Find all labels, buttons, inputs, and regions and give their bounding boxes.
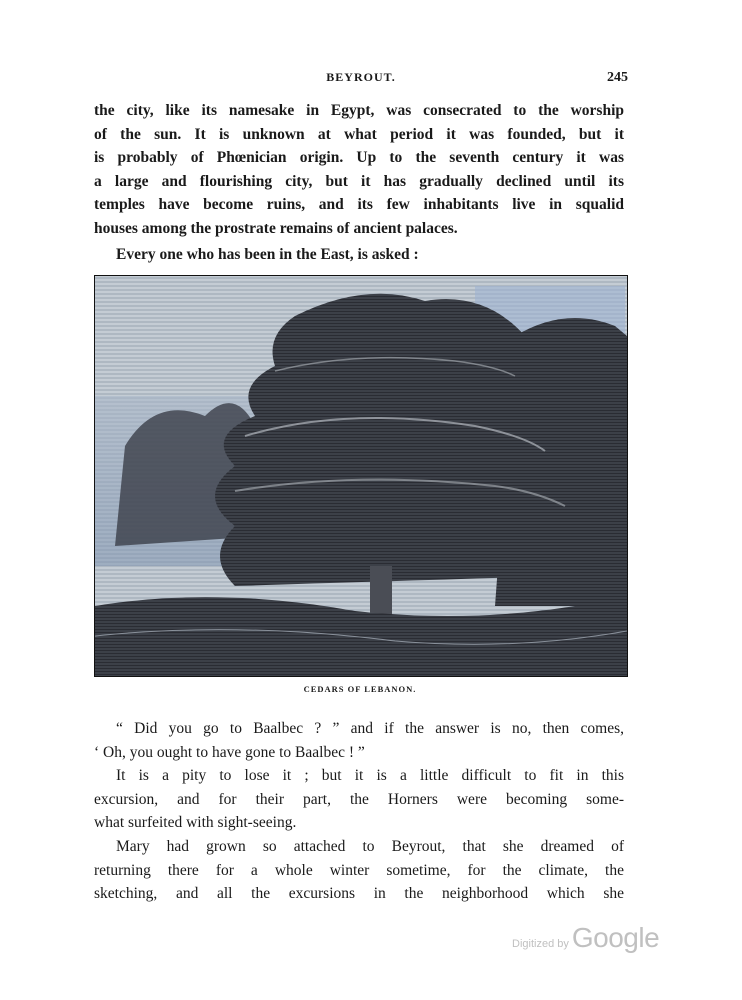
page-number: 245 bbox=[607, 70, 628, 85]
text-line: is probably of Phœnician origin. Up to the seventh century it was bbox=[94, 149, 624, 167]
text-line: sketching, and all the excursions in the neighborhood which she bbox=[94, 885, 624, 903]
cedars-illustration bbox=[94, 275, 628, 677]
text-line: Mary had grown so attached to Beyrout, that she dreamed of bbox=[116, 837, 624, 855]
page-header bbox=[94, 70, 628, 90]
text-line: of the sun. It is unknown at what period it was founded, but it bbox=[94, 125, 624, 143]
bottom-paragraphs bbox=[94, 717, 624, 906]
text-line: a large and flourishing city, but it has gradually declined until its bbox=[94, 172, 624, 190]
top-paragraph bbox=[94, 99, 624, 241]
text-line: Every one who has been in the East, is asked : bbox=[116, 246, 419, 263]
text-line: excursion, and for their part, the Horners were becoming some- bbox=[94, 790, 624, 808]
text-line: temples have become ruins, and its few inhabitants live in squalid bbox=[94, 196, 624, 214]
watermark-prefix: Digitized by bbox=[512, 938, 569, 950]
text-line: returning there for a whole winter sometime, for the climate, the bbox=[94, 861, 624, 879]
text-line: houses among the prostrate remains of ancient palaces. bbox=[94, 219, 458, 237]
figure-caption: CEDARS OF LEBANON. bbox=[303, 684, 417, 694]
text-line: ‘ Oh, you ought to have gone to Baalbec ! ” bbox=[94, 743, 365, 761]
engraving-image bbox=[95, 276, 627, 676]
text-line: the city, like its namesake in Egypt, was consecrated to the worship bbox=[94, 102, 624, 119]
google-logo: Google bbox=[571, 922, 660, 953]
text-line: “ Did you go to Baalbec ? ” and if the answer is no, then comes, bbox=[116, 720, 624, 737]
google-watermark bbox=[512, 922, 659, 954]
text-line: what surfeited with sight-seeing. bbox=[94, 814, 297, 832]
asked-paragraph bbox=[94, 243, 624, 267]
text-line: It is a pity to lose it ; but it is a little difficult to fit in this bbox=[116, 767, 624, 785]
running-head: BEYROUT. bbox=[326, 70, 396, 84]
